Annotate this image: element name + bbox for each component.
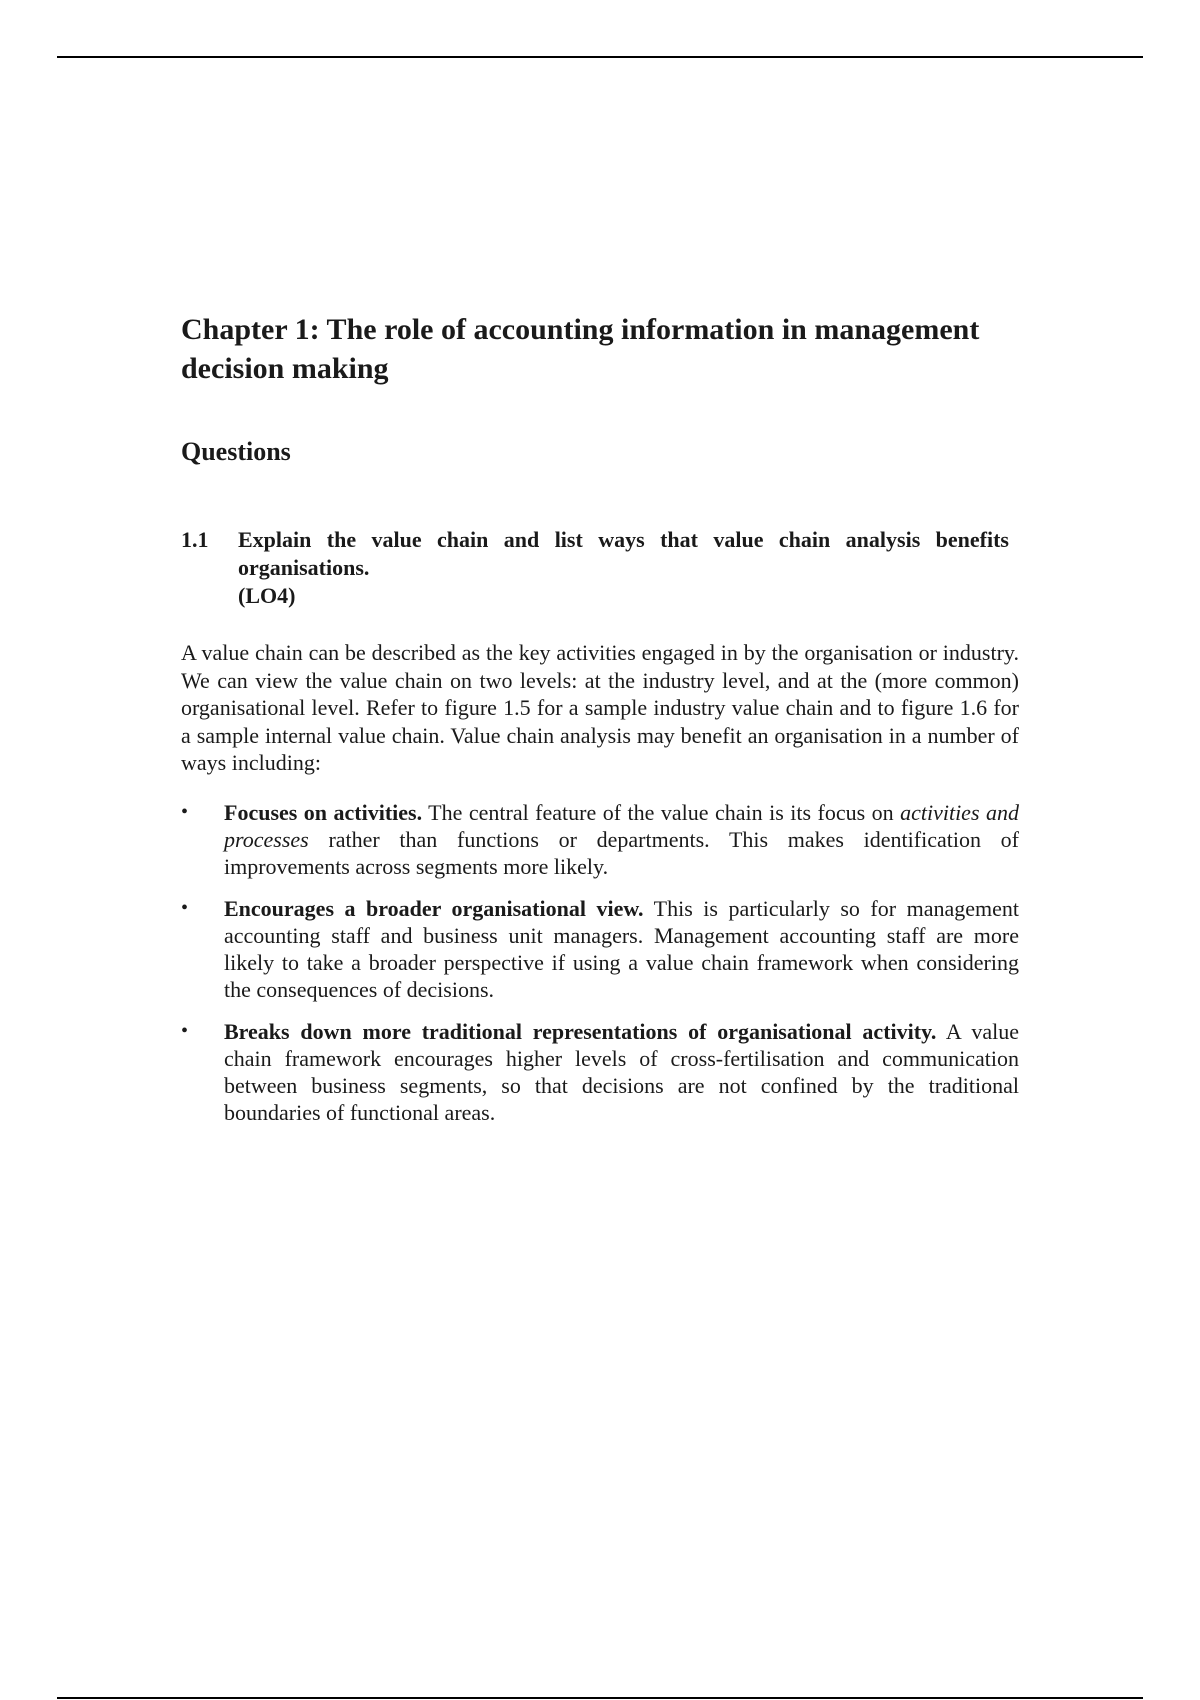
list-item-body-end: rather than functions or departments. This makes identification of improvements across segments more likely. xyxy=(224,826,1019,879)
list-item-body: The central feature of the value chain is its focus on xyxy=(422,799,901,825)
list-item-lead: Breaks down more traditional representations of organisational activity. xyxy=(224,1018,937,1044)
list-item xyxy=(181,1018,1019,1126)
footer-rule xyxy=(57,1697,1143,1699)
list-item xyxy=(181,895,1019,1003)
bullet-icon: • xyxy=(181,800,189,823)
list-item-lead: Encourages a broader organisational view. xyxy=(224,895,644,921)
question-block xyxy=(181,526,1019,610)
list-item-lead: Focuses on activities. xyxy=(224,799,423,825)
list-item-body: A value chain framework encourages higher levels of cross-fertilisation and communication between business segments, so that decisions are not confined by the traditional boundaries of functional areas. xyxy=(224,1018,1019,1125)
intro-paragraph: A value chain can be described as the key activities engaged in by the organisation or industry. We can view the value chain on two levels: at the industry level, and at the (more common) organisational level. Refer to figure 1.5 for a sample industry value chain and to figure 1.6 for a sample internal value chain. Value chain analysis may benefit an organisation in a number of ways including: xyxy=(181,640,1019,775)
list-item-text xyxy=(224,895,1019,1003)
list-item-body: This is particularly so for management accounting staff and business unit managers. Management accounting staff are more likely to take a broader perspective if using a value chain framework when considering the consequences of decisions. xyxy=(224,895,1019,1002)
list-item-emphasis: activities and processes xyxy=(224,799,1019,852)
question-number: 1.1 xyxy=(181,527,209,552)
question-text: Explain the value chain and list ways that value chain analysis benefits organisations. xyxy=(238,527,1009,580)
bullet-icon: • xyxy=(181,1019,189,1042)
bullet-icon: • xyxy=(181,896,189,919)
chapter-title: Chapter 1: The role of accounting information in management decision making xyxy=(181,313,980,385)
benefits-list xyxy=(181,799,1019,1126)
header-rule xyxy=(57,56,1143,58)
learning-outcome: (LO4) xyxy=(238,583,296,608)
question-body xyxy=(238,526,1019,610)
list-item xyxy=(181,799,1019,880)
list-item-text xyxy=(224,799,1019,880)
section-heading: Questions xyxy=(181,437,291,466)
page-content xyxy=(181,310,1019,1141)
list-item-text xyxy=(224,1018,1019,1126)
